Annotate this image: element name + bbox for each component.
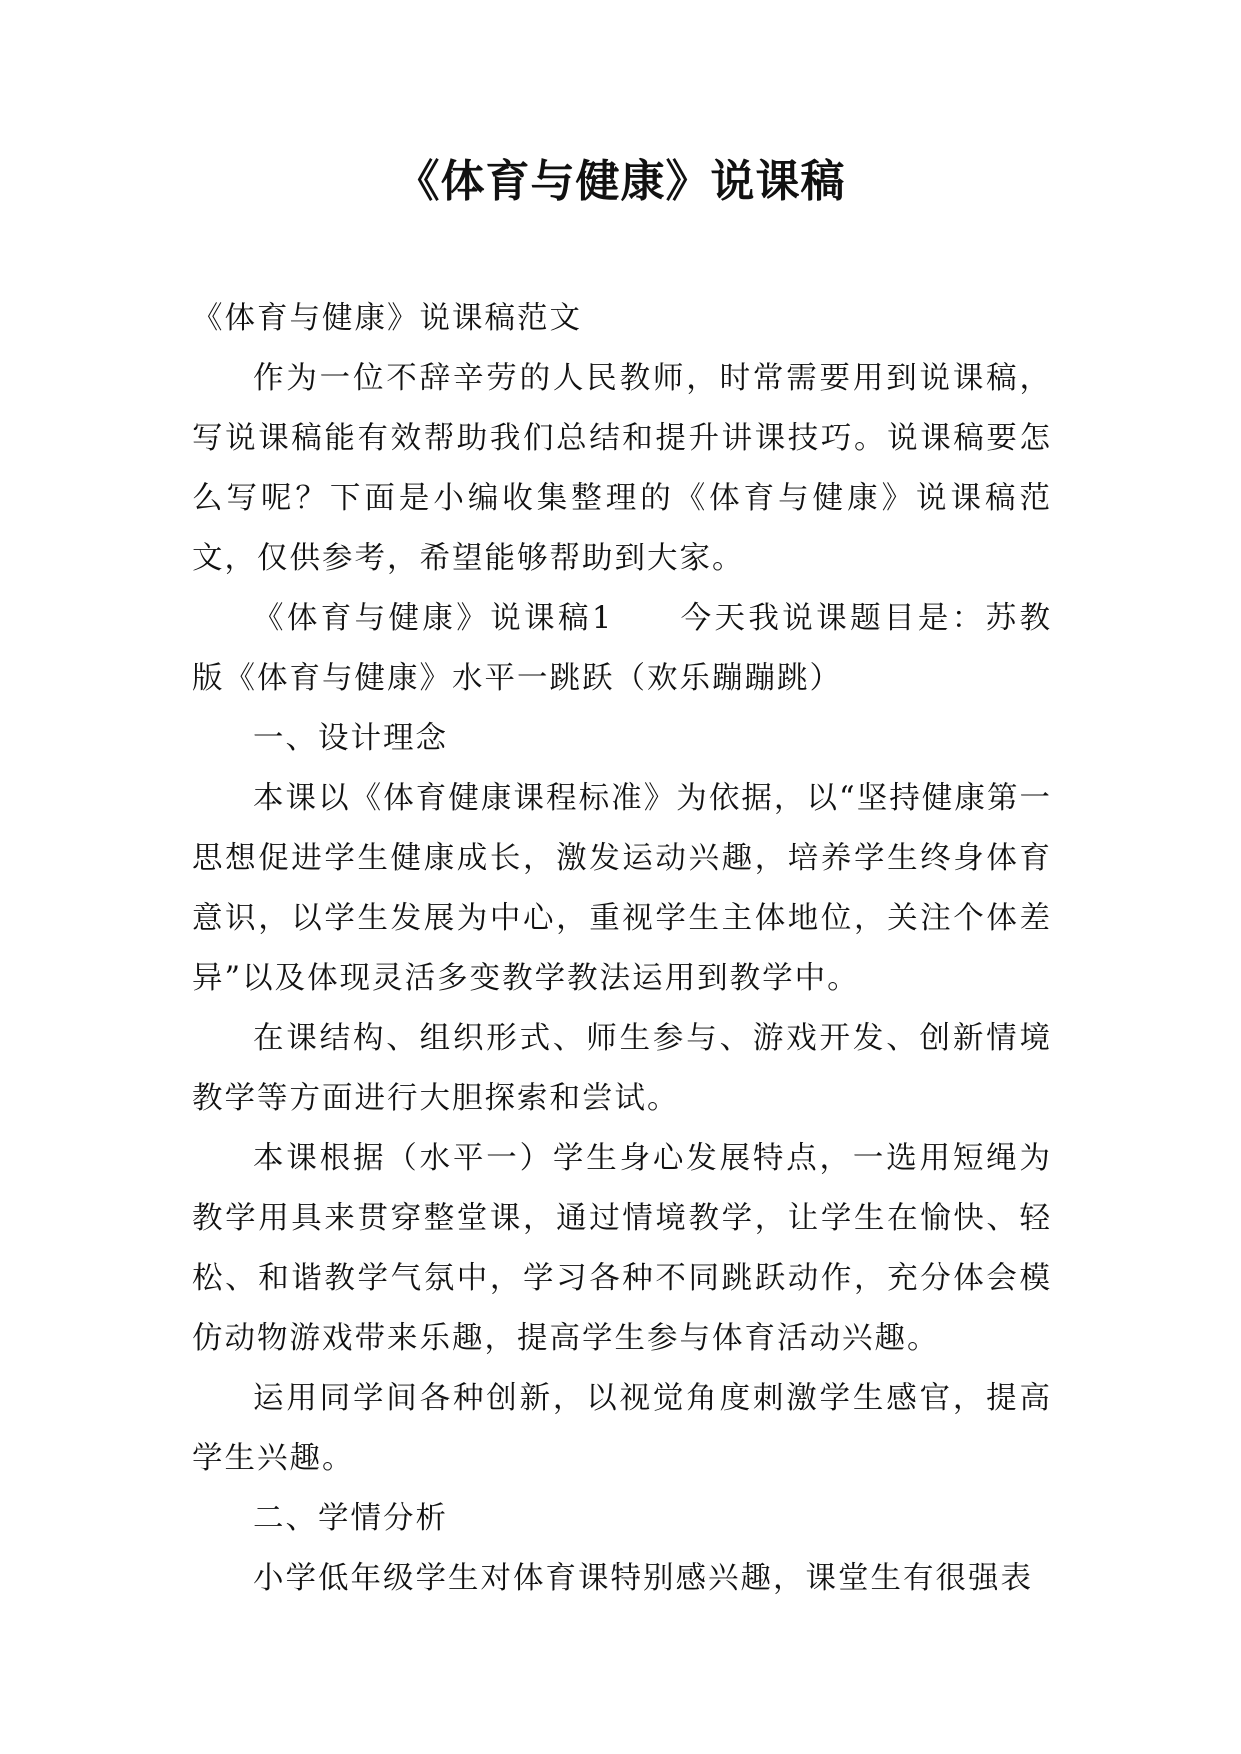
document-title: 《体育与健康》说课稿 xyxy=(395,156,846,207)
part-1-paragraph: 本课以《体育健康课程标准》为依据，以“坚持健康第一思想促进学生健康成长，激发运动兴趣，培养学生终身体育意识，以学生发展为中心，重视学生主体地位，关注个体差异”以及体现灵活多变教学教法运用到教学中。 xyxy=(192,781,1052,996)
section-1-lead: 今天我说课题目是：苏教版《体育与健康》水平一跳跃（欢乐蹦蹦跳） xyxy=(192,601,1053,696)
section-1-intro xyxy=(192,589,1052,709)
document-body xyxy=(192,289,1052,1609)
part-1-heading: 一、设计理念 xyxy=(253,721,448,756)
intro-paragraph: 作为一位不辞辛劳的人民教师，时常需要用到说课稿，写说课稿能有效帮助我们总结和提升讲课技巧。说课稿要怎么写呢？下面是小编收集整理的《体育与健康》说课稿范文，仅供参考，希望能够帮助到大家。 xyxy=(192,361,1052,576)
part-2-heading: 二、学情分析 xyxy=(253,1501,448,1536)
part-1-paragraph: 本课根据（水平一）学生身心发展特点，一选用短绳为教学用具来贯穿整堂课，通过情境教学，让学生在愉快、轻松、和谐教学气氛中，学习各种不同跳跃动作，充分体会模仿动物游戏带来乐趣，提高学生参与体育活动兴趣。 xyxy=(192,1141,1052,1356)
section-1-heading: 《体育与健康》说课稿1 xyxy=(253,601,614,636)
part-1-paragraph: 运用同学间各种创新，以视觉角度刺激学生感官，提高学生兴趣。 xyxy=(192,1381,1052,1476)
part-2-paragraph: 小学低年级学生对体育课特别感兴趣，课堂生有很强表 xyxy=(253,1561,1033,1596)
document-subtitle: 《体育与健康》说课稿范文 xyxy=(192,301,582,336)
part-1-paragraph: 在课结构、组织形式、师生参与、游戏开发、创新情境教学等方面进行大胆探索和尝试。 xyxy=(192,1021,1052,1116)
